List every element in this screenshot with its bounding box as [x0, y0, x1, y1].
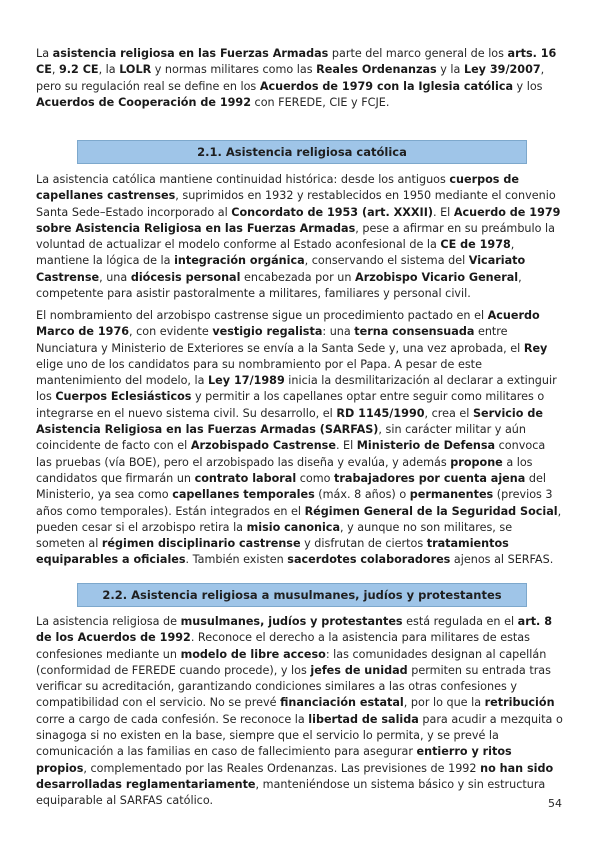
bold-term: Ley 39/2007	[463, 63, 541, 77]
bold-term: musulmanes, judíos y protestantes	[180, 615, 403, 628]
bold-term: contrato laboral	[194, 471, 297, 485]
text-run: , competente para asistir pastoralmente a militares, familiares y personal civil.	[36, 270, 522, 301]
text-run: , mantiene la lógica de la	[36, 238, 515, 268]
text-run: a los candidatos que firmarán un	[36, 455, 533, 485]
bold-term: capellanes temporales	[172, 488, 315, 502]
bold-term: Acuerdos de Cooperación de 1992	[36, 95, 251, 109]
text-run: y permitir a los capellanes optar entre seguir como militares o integrarse en el nuevo sistema civil. Su desarrollo, el	[36, 390, 545, 420]
text-run: , la	[98, 63, 120, 77]
bold-term: Acuerdo de 1979 sobre Asistencia Religiosa en las Fuerzas Armadas	[36, 205, 561, 235]
text-run: , suprimidos en 1932 y restablecidos en 1950 mediante el convenio Santa Sede–Estado incorporado al	[36, 189, 556, 219]
text-run: para acudir a mezquita o sinagoga si no existen en la base, siempre que el servicio lo permita, y se prevé la comunicación a las familias en caso de fallecimiento para asegurar	[36, 712, 563, 759]
text-run: , complementado por las Reales Ordenanzas. Las previsiones de 1992	[83, 761, 481, 775]
text-run: (máx. 8 años) o	[314, 488, 410, 502]
text-run: : una	[322, 325, 355, 339]
text-run: corre a cargo de cada confesión. Se reconoce la	[36, 712, 309, 726]
bold-term: vestigio regalista	[212, 325, 323, 339]
bold-term: art. 8 de los Acuerdos de 1992	[36, 615, 552, 645]
text-run: , crea el	[424, 406, 473, 420]
text-run: La	[36, 47, 53, 60]
bold-term: Ley 17/1989	[208, 374, 285, 388]
bold-term: libertad de salida	[308, 712, 419, 726]
text-run: ajenos al SERFAS.	[450, 553, 554, 567]
text-run: , pero su regulación real se define en los	[36, 63, 545, 93]
section-heading-catholic	[77, 140, 527, 164]
text-run: parte del marco general de los	[328, 47, 508, 60]
bold-term: trabajadores por cuenta ajena	[334, 471, 526, 485]
text-run: ,	[51, 63, 59, 77]
text-run: , sin carácter militar y aún coincidente de facto con el	[36, 423, 526, 453]
bold-term: no han sido desarrolladas reglamentariamente	[36, 761, 554, 791]
bold-term: 9.2 CE	[58, 63, 99, 77]
bold-term: diócesis personal	[130, 270, 241, 284]
catholic-paragraph-1	[36, 172, 564, 302]
text-run: y la	[436, 63, 464, 77]
text-run: , manteniéndose un sistema básico y sin estructura equiparable al SARFAS católico.	[36, 777, 546, 808]
bold-term: LOLR	[119, 63, 152, 77]
bold-term: Ministerio de Defensa	[356, 439, 496, 453]
bold-term: propone	[450, 455, 503, 469]
catholic-paragraph-2	[36, 308, 564, 569]
text-run: con FEREDE, CIE y FCJE.	[250, 95, 390, 109]
bold-term: Acuerdo Marco de 1976	[36, 309, 540, 339]
text-run: El nombramiento del arzobispo castrense sigue un procedimiento pactado en el	[36, 309, 488, 322]
bold-term: Servicio de Asistencia Religiosa en las Fuerzas Armadas (SARFAS)	[36, 406, 543, 437]
bold-term: misio canonica	[246, 520, 340, 534]
bold-term: RD 1145/1990	[336, 406, 425, 420]
bold-term: Rey	[523, 341, 548, 355]
text-run: está regulada en el	[402, 615, 518, 628]
text-run: La asistencia católica mantiene continuidad histórica: desde los antiguos	[36, 173, 450, 186]
bold-term: arts. 16 CE	[36, 47, 557, 77]
bold-term: terna consensuada	[354, 325, 475, 339]
bold-term: régimen disciplinario castrense	[101, 537, 301, 551]
text-run: La asistencia religiosa de	[36, 615, 181, 628]
bold-term: Concordato de 1953 (art. XXXII)	[231, 205, 433, 219]
text-run: y disfrutan de ciertos	[300, 537, 427, 551]
text-run: (previos 3 años como temporales). Están integrados en el	[36, 488, 553, 518]
text-run: . El	[432, 205, 454, 219]
text-run: , conservando el sistema del	[304, 254, 469, 268]
text-run: encabezada por un	[240, 270, 356, 284]
section-title: 2.2. Asistencia religiosa a musulmanes, judíos y protestantes	[102, 588, 502, 602]
text-run: . Reconoce el derecho a la asistencia para militares de estas confesiones mediante un	[36, 631, 530, 661]
bold-term: Arzobispo Vicario General	[355, 270, 519, 284]
bold-term: sacerdotes colaboradores	[287, 553, 451, 567]
text-run: inicia la desmilitarización al declarar a extinguir los	[36, 374, 557, 404]
text-run: entre Nunciatura y Ministerio de Exteriores se envía a la Santa Sede y, una vez aprobada, el	[36, 325, 524, 355]
page-number: 54	[548, 797, 562, 810]
text-run: como	[296, 471, 335, 485]
text-run: y normas militares como las	[151, 63, 317, 77]
text-run: , por lo que la	[403, 696, 485, 710]
text-run: . El	[335, 439, 357, 453]
bold-term: CE de 1978	[440, 238, 511, 252]
bold-term: jefes de unidad	[310, 663, 408, 677]
bold-term: Acuerdos de 1979 con la Iglesia católica	[259, 79, 513, 93]
text-run: : las comunidades designan al capellán (conformidad de FEREDE cuando procede), y los	[36, 647, 547, 677]
bold-term: asistencia religiosa en las Fuerzas Armadas	[52, 47, 329, 60]
bold-term: cuerpos de capellanes castrenses	[36, 173, 519, 203]
bold-term: integración orgánica	[174, 254, 305, 268]
intro-paragraph	[36, 46, 564, 111]
bold-term: Régimen General de la Seguridad Social	[304, 504, 558, 518]
bold-term: retribución	[484, 696, 555, 710]
text-run: . También existen	[185, 553, 288, 567]
bold-term: Arzobispado Castrense	[190, 439, 336, 453]
bold-term: tratamientos equiparables a oficiales	[36, 537, 509, 567]
section-title: 2.1. Asistencia religiosa católica	[197, 145, 407, 159]
text-run: , pueden cesar si el arzobispo retira la	[36, 504, 562, 534]
bold-term: entierro y ritos propios	[36, 745, 512, 775]
text-run: y los	[513, 79, 543, 93]
text-run: elige uno de los candidatos para su nombramiento por el Papa. A pesar de este mantenimiento del modelo, la	[36, 357, 482, 388]
bold-term: Vicariato Castrense	[36, 254, 526, 284]
text-run: del Ministerio, ya sea como	[36, 471, 546, 502]
bold-term: permanentes	[409, 488, 494, 502]
bold-term: Reales Ordenanzas	[316, 63, 437, 77]
bold-term: modelo de libre acceso	[180, 647, 326, 661]
text-run: convoca las pruebas (vía BOE), pero el arzobispado las diseña y evalúa, y además	[36, 439, 546, 469]
bold-term: financiación estatal	[280, 696, 404, 710]
text-run: , una	[99, 270, 131, 284]
text-run: permiten su entrada tras verificar su acreditación, garantizando condiciones similares a las otras confesiones y compatibilidad con el servicio. No se prevé	[36, 663, 551, 710]
bold-term: Cuerpos Eclesiásticos	[55, 390, 192, 404]
other-confessions-paragraph	[36, 614, 564, 810]
text-run: , y aunque no son militares, se someten al	[36, 520, 513, 551]
text-run: , pese a afirmar en su preámbulo la voluntad de actualizar el modelo conforme al Estado aconfesional de la	[36, 221, 555, 252]
section-heading-other-confessions	[77, 583, 527, 607]
text-run: , con evidente	[129, 325, 213, 339]
